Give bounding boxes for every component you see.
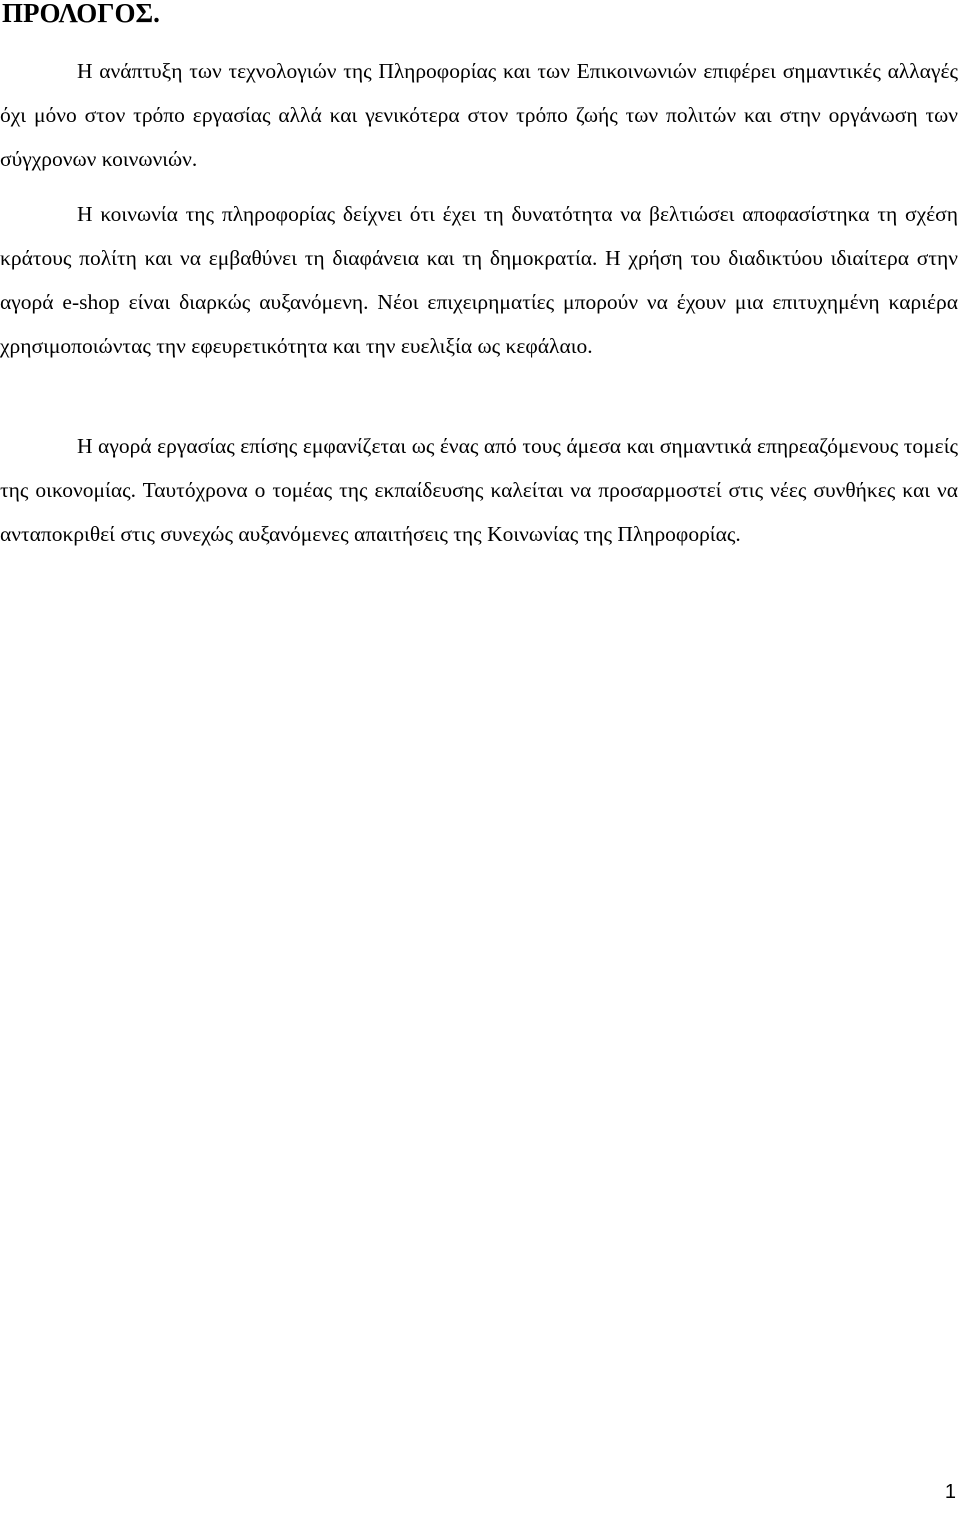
paragraph-2-block xyxy=(0,192,958,368)
paragraph-2: Η κοινωνία της πληροφορίας δείχνει ότι έχει τη δυνατότητα να βελτιώσει αποφασίστηκα τη σχέση κράτους πολίτη και να εμβαθύνει τη διαφάνεια και τη δημοκρατία. Η χρήση του διαδικτύου ιδιαίτερα στην αγορά e-shop είναι διαρκώς αυξανόμενη. Νέοι επιχειρηματίες μπορούν να έχουν μια επιτυχημένη καριέρα χρησιμοποιώντας την εφευρετικότητα και την ευελιξία ως κεφάλαιο. xyxy=(0,202,958,358)
paragraph-3: Η αγορά εργασίας επίσης εμφανίζεται ως ένας από τους άμεσα και σημαντικά επηρεαζόμενους τομείς της οικονομίας. Ταυτόχρονα ο τομέας της εκπαίδευσης καλείται να προσαρμοστεί στις νέες συνθήκες και να ανταποκριθεί στις συνεχώς αυξανόμενες απαιτήσεις της Κοινωνίας της Πληροφορίας. xyxy=(0,434,958,546)
paragraph-3-block xyxy=(0,424,958,556)
document-heading: ΠΡΟΛΟΓΟΣ. xyxy=(2,0,160,28)
page-number: 1 xyxy=(944,1481,956,1503)
paragraph-1: Η ανάπτυξη των τεχνολογιών της Πληροφορίας και των Επικοινωνιών επιφέρει σημαντικές αλλαγές όχι μόνο στον τρόπο εργασίας αλλά και γενικότερα στον τρόπο ζωής των πολιτών και στην οργάνωση των σύγχρονων κοινωνιών. xyxy=(0,59,958,171)
paragraph-1-block xyxy=(0,49,958,181)
